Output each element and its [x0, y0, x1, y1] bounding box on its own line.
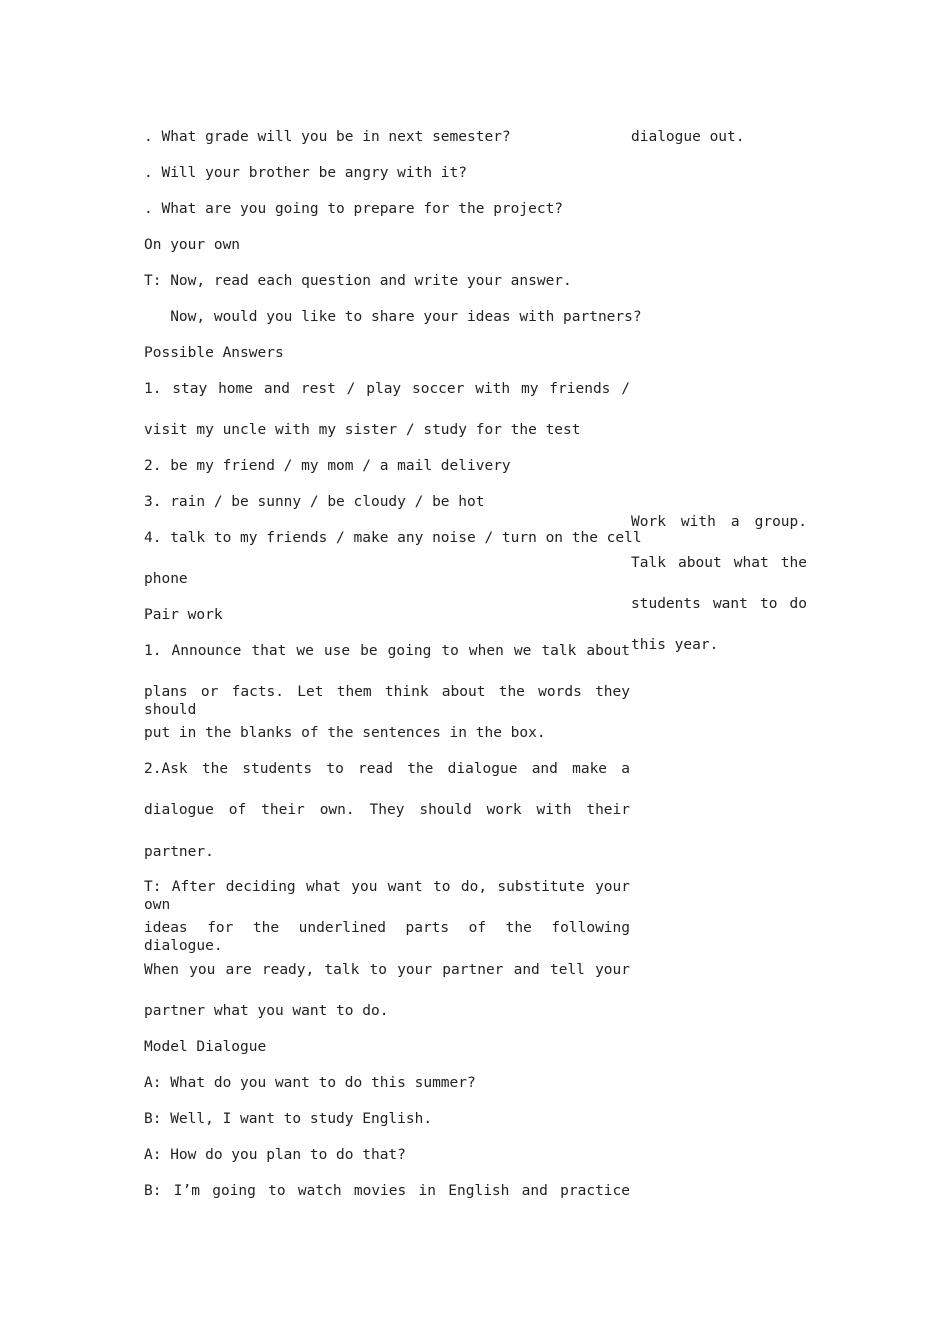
side-note-line: Talk about what the [631, 555, 807, 571]
text-line: T: After deciding what you want to do, substitute your own [144, 879, 630, 913]
answer-line: 2. be my friend / my mom / a mail delivery [144, 458, 511, 474]
side-note-line: students want to do [631, 596, 807, 612]
side-note-line: dialogue out. [631, 129, 745, 145]
text-line: put in the blanks of the sentences in the box. [144, 725, 546, 741]
dialogue-line: B: Well, I want to study English. [144, 1111, 433, 1127]
section-heading: Model Dialogue [144, 1039, 267, 1055]
text-line: plans or facts. Let them think about the words they should [144, 684, 630, 718]
question-line: . Will your brother be angry with it? [144, 165, 468, 181]
side-note-line: Work with a group. [631, 514, 807, 530]
text-line: 1. Announce that we use be going to when we talk about [144, 643, 630, 659]
section-heading: On your own [144, 237, 241, 253]
answer-line: 3. rain / be sunny / be cloudy / be hot [144, 494, 485, 510]
text-line: dialogue of their own. They should work with their [144, 802, 630, 818]
text-line: 2.Ask the students to read the dialogue and make a [144, 761, 630, 777]
question-line: . What grade will you be in next semester? [144, 129, 511, 145]
dialogue-line: B: I’m going to watch movies in English and practice [144, 1183, 630, 1199]
answer-line: 4. talk to my friends / make any noise / turn on the cell [144, 530, 642, 546]
section-heading: Pair work [144, 607, 223, 623]
answer-line: 1. stay home and rest / play soccer with my friends / [144, 381, 630, 397]
text-line: Now, would you like to share your ideas with partners? [144, 309, 642, 325]
section-heading: Possible Answers [144, 345, 284, 361]
answer-line: visit my uncle with my sister / study for the test [144, 422, 581, 438]
answer-line: phone [144, 571, 188, 587]
text-line: ideas for the underlined parts of the following dialogue. [144, 920, 630, 954]
text-line: partner what you want to do. [144, 1003, 389, 1019]
question-line: . What are you going to prepare for the project? [144, 201, 564, 217]
text-line: When you are ready, talk to your partner and tell your [144, 962, 630, 978]
side-note-line: this year. [631, 637, 719, 653]
text-line: T: Now, read each question and write your answer. [144, 273, 572, 289]
dialogue-line: A: How do you plan to do that? [144, 1147, 406, 1163]
text-line: partner. [144, 844, 214, 860]
dialogue-line: A: What do you want to do this summer? [144, 1075, 476, 1091]
